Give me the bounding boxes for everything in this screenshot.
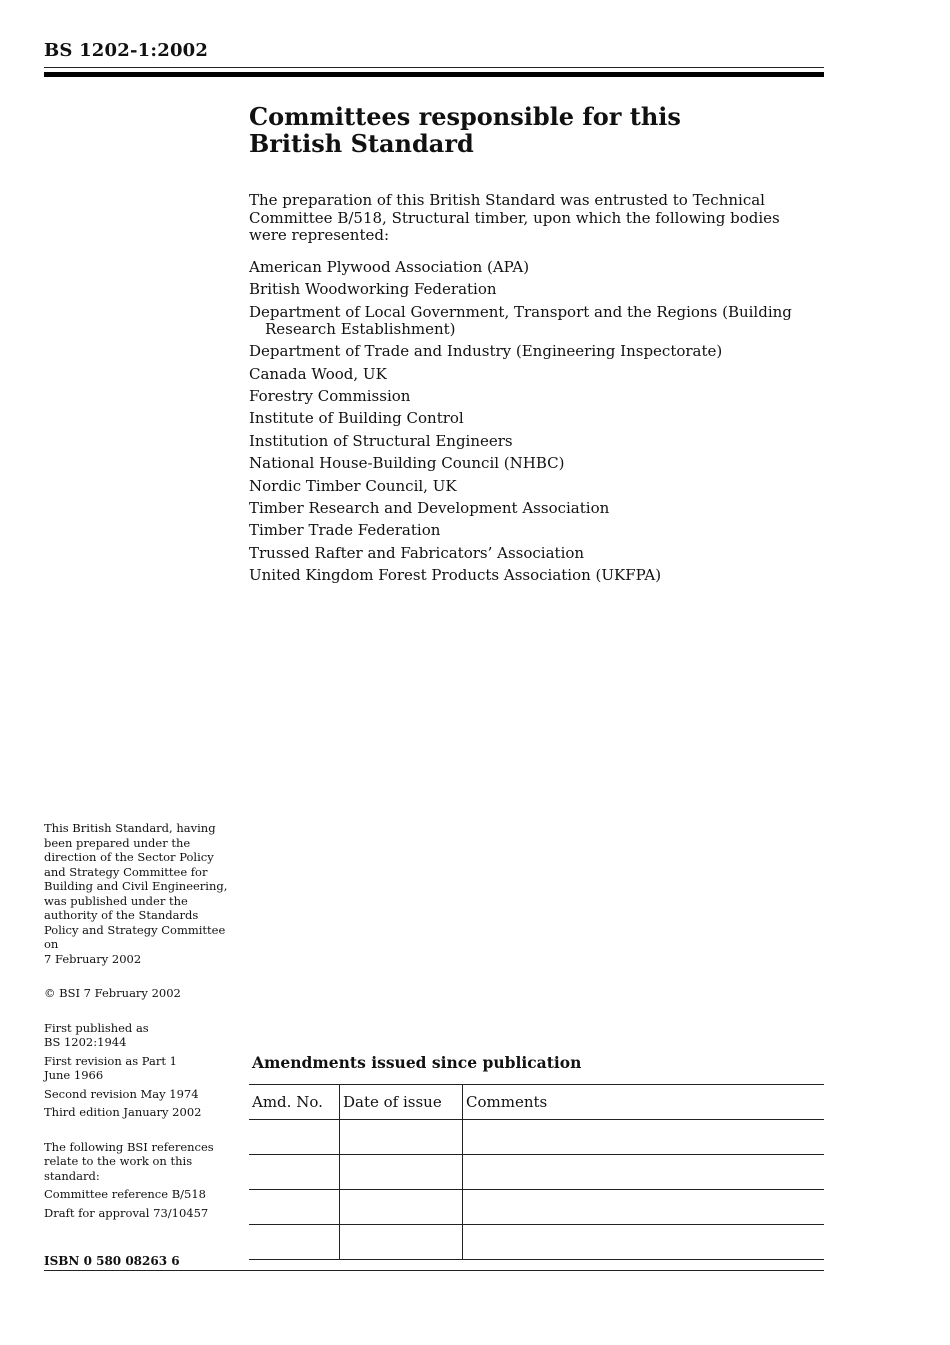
table-row — [249, 1155, 824, 1190]
body-item: American Plywood Association (APA) — [249, 258, 530, 276]
body-item: Department of Trade and Industry (Engineering Inspectorate) — [249, 342, 723, 361]
table-cell — [463, 1120, 825, 1155]
footer-rule — [44, 1270, 824, 1271]
column-header-date-of-issue: Date of issue — [340, 1085, 463, 1120]
column-header-amd-no: Amd. No. — [249, 1085, 340, 1120]
publication-note: This British Standard, having been prepared under the direction of the Sector Policy and Strategy Committee for Building and Civil Engineering, was published under the authority of the Standards Policy and Strategy Committee on — [44, 821, 228, 951]
body-item: Institution of Structural Engineers — [249, 431, 513, 450]
page-title — [249, 103, 809, 157]
body-item: Timber Trade Federation — [249, 521, 441, 540]
references-note: The following BSI references relate to the work on this standard: — [44, 1139, 214, 1183]
amendments-table — [249, 1084, 824, 1260]
table-row — [249, 1190, 824, 1225]
body-item: United Kingdom Forest Products Association (UKFPA) — [249, 566, 662, 585]
table-cell — [340, 1190, 463, 1225]
represented-bodies-list — [249, 259, 819, 589]
body-item: Nordic Timber Council, UK — [249, 476, 457, 495]
table-cell — [249, 1155, 340, 1190]
body-item: Institute of Building Control — [249, 409, 464, 428]
table-cell — [463, 1190, 825, 1225]
column-header-comments: Comments — [463, 1085, 825, 1120]
copyright-notice: © BSI 7 February 2002 — [44, 986, 181, 1000]
table-cell — [249, 1190, 340, 1225]
header-rule-thick — [44, 72, 824, 77]
isbn: ISBN 0 580 08263 6 — [44, 1254, 180, 1268]
body-item: Department of Local Government, Transport and the Regions (Building Research Establishment) — [249, 302, 792, 338]
table-cell — [249, 1225, 340, 1260]
page-title-line-1: Committees responsible for this — [249, 102, 681, 131]
draft-reference: Draft for approval 73/10457 — [44, 1205, 209, 1220]
history-entry: First revision as Part 1 June 1966 — [44, 1053, 177, 1082]
table-cell — [340, 1120, 463, 1155]
table-cell — [463, 1155, 825, 1190]
history-entry: First published as BS 1202:1944 — [44, 1020, 149, 1049]
history-entry: Second revision May 1974 — [44, 1086, 199, 1101]
body-item: Timber Research and Development Association — [249, 498, 610, 517]
table-cell — [249, 1120, 340, 1155]
intro-paragraph: The preparation of this British Standard was entrusted to Technical Committee B/518, Structural timber, upon which the following bodies were represented: — [249, 191, 780, 244]
publication-date: 7 February 2002 — [44, 951, 142, 966]
document-code: BS 1202-1:2002 — [44, 40, 209, 61]
amendments-title: Amendments issued since publication — [252, 1053, 582, 1072]
table-row — [249, 1120, 824, 1155]
table-cell — [340, 1225, 463, 1260]
page-title-line-2: British Standard — [249, 129, 474, 158]
body-item: National House-Building Council (NHBC) — [249, 454, 565, 473]
committee-reference: Committee reference B/518 — [44, 1187, 206, 1201]
header-rule-thin — [44, 67, 824, 68]
table-cell — [340, 1155, 463, 1190]
body-item: Canada Wood, UK — [249, 364, 387, 383]
publication-sidebar — [44, 821, 234, 1269]
body-item: British Woodworking Federation — [249, 280, 497, 299]
body-item: Forestry Commission — [249, 386, 411, 405]
history-entry: Third edition January 2002 — [44, 1105, 202, 1119]
body-item: Trussed Rafter and Fabricators’ Association — [249, 543, 585, 562]
table-row — [249, 1225, 824, 1260]
table-cell — [463, 1225, 825, 1260]
table-header-row — [249, 1085, 824, 1120]
